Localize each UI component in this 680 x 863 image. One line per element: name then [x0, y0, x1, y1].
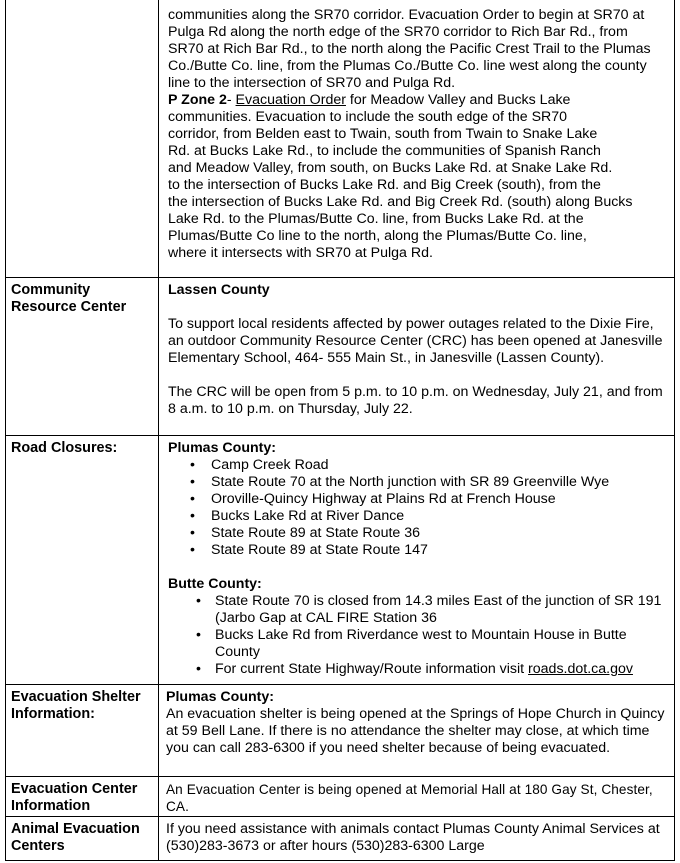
animal-evacuation-text: If you need assistance with animals contact Plumas County Animal Services at (530)283-3673 or after hours (530)283-6300 Large: [166, 821, 660, 854]
plumas-closures-list: [168, 457, 668, 559]
zone2-line: to the intersection of Bucks Lake Rd. and Big Creek (south), from the: [168, 177, 601, 193]
zone1-line: SR70 at Rich Bar Rd., to the north along the Pacific Crest Trail to the Plumas: [168, 41, 651, 57]
zone2-heading-line: [168, 92, 668, 109]
zone2-label: P Zone 2: [168, 92, 227, 108]
zone1-line: line to the intersection of SR70 and Pulga Rd.: [168, 75, 456, 91]
butte-county-heading: Butte County:: [168, 576, 262, 592]
zone2-line: where it intersects with SR70 at Pulga Rd.: [168, 245, 433, 261]
evacuation-zones-row: [6, 0, 674, 278]
animal-evacuation-row: [6, 817, 674, 861]
roads-dot-link[interactable]: roads.dot.ca.gov: [528, 661, 633, 677]
community-resource-label: Community Resource Center: [6, 278, 159, 435]
route-info-text: For current State Highway/Route information visit: [215, 661, 529, 677]
lassen-county-heading: Lassen County: [168, 282, 270, 298]
road-closures-content: [159, 436, 674, 684]
animal-evacuation-content: [159, 817, 674, 861]
evacuation-shelter-row: [6, 685, 674, 777]
community-resource-content: [159, 278, 674, 435]
zone1-line: communities along the SR70 corridor. Evacuation Order to begin at SR70 at: [168, 7, 645, 23]
evacuation-order-link[interactable]: Evacuation Order: [235, 92, 346, 108]
list-item: • Bucks Lake Rd from Riverdance west to Mountain House in Butte County: [168, 627, 668, 661]
list-item: • State Route 89 at State Route 147: [168, 542, 668, 559]
list-item: • State Route 70 is closed from 14.3 miles East of the junction of SR 191 (Jarbo Gap at CAL FIRE Station 36: [168, 593, 668, 627]
list-item: • State Route 70 at the North junction with SR 89 Greenville Wye: [168, 474, 668, 491]
shelter-plumas-heading: Plumas County:: [166, 689, 274, 705]
evacuation-center-label: Evacuation Center Information: [6, 777, 159, 816]
zone2-line: and Meadow Valley, from south, on Bucks Lake Rd. at Snake Lake Rd.: [168, 160, 613, 176]
community-resource-row: [6, 278, 674, 436]
zone2-line: communities. Evacuation to include the south edge of the SR70: [168, 109, 568, 125]
evacuation-shelter-content: [159, 685, 674, 776]
evacuation-center-text: An Evacuation Center is being opened at Memorial Hall at 180 Gay St, Chester, CA.: [166, 782, 653, 814]
list-item: • Bucks Lake Rd at River Dance: [168, 508, 668, 525]
road-closures-label: Road Closures:: [6, 436, 159, 684]
crc-hours: The CRC will be open from 5 p.m. to 10 p.m. on Wednesday, July 21, and from 8 a.m. to 10 p.m. on Thursday, July 22.: [168, 384, 663, 417]
list-item: • Oroville-Quincy Highway at Plains Rd at French House: [168, 491, 668, 508]
zone2-line: Plumas/Butte Co line to the north, along the Plumas/Butte Co. line,: [168, 228, 587, 244]
list-item: [168, 661, 668, 678]
shelter-description: An evacuation shelter is being opened at the Springs of Hope Church in Quincy at 59 Bell Lane. If there is no attendance the shelter may close, at which time you can call 283-6300 if you need shelter because of being evacuated.: [166, 706, 665, 756]
zone2-line: Rd. at Bucks Lake Rd., to include the communities of Spanish Ranch: [168, 143, 601, 159]
evacuation-center-content: [159, 777, 674, 816]
crc-description: To support local residents affected by power outages related to the Dixie Fire, an outdoor Community Resource Center (CRC) has been opened at Janesville Elementary School, 464- 555 Main St., in Janesville (Lassen County).: [168, 316, 663, 366]
road-closures-row: [6, 436, 674, 685]
evacuation-center-row: [6, 777, 674, 817]
butte-closures-list: [168, 593, 668, 678]
plumas-county-heading: Plumas County:: [168, 440, 276, 456]
list-item: • State Route 89 at State Route 36: [168, 525, 668, 542]
evacuation-shelter-label: Evacuation Shelter Information:: [6, 685, 159, 776]
zone2-line: corridor, from Belden east to Twain, south from Twain to Snake Lake: [168, 126, 598, 142]
zone2-line: the intersection of Bucks Lake Rd. and Big Creek Rd. (south) along Bucks: [168, 194, 633, 210]
list-item: • Camp Creek Road: [168, 457, 668, 474]
evacuation-zones-label-cell: [6, 0, 159, 277]
zone1-line: Pulga Rd along the north edge of the SR70 corridor to Rich Bar Rd., from: [168, 24, 628, 40]
evacuation-zones-content: [159, 0, 674, 277]
info-table: [5, 0, 675, 861]
zone2-intro: for Meadow Valley and Bucks Lake: [345, 92, 571, 108]
zone2-dash: -: [226, 92, 236, 108]
zone1-line: Co./Butte Co. line, from the Plumas Co./Butte Co. line west along the county: [168, 58, 647, 74]
animal-evacuation-label: Animal Evacuation Centers: [6, 817, 159, 861]
zone2-line: Lake Rd. to the Plumas/Butte Co. line, from Bucks Lake Rd. at the: [168, 211, 584, 227]
